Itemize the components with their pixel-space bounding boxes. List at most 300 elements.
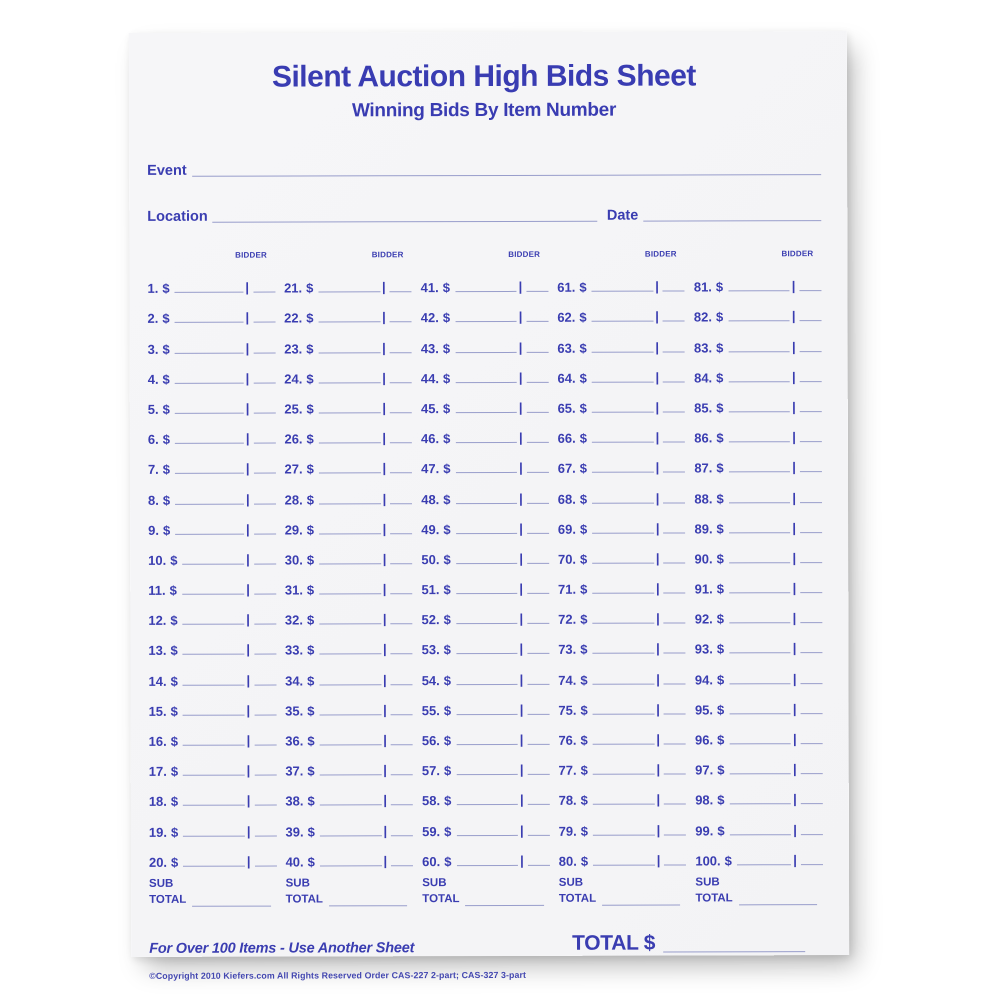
bid-row (557, 325, 685, 356)
bid-amount-blank-line (456, 501, 518, 503)
bid-row (558, 476, 686, 507)
item-number: 9. (148, 522, 159, 538)
separator-bar: | (519, 520, 523, 536)
currency-symbol: $ (580, 702, 588, 718)
separator-bar: | (518, 430, 523, 446)
currency-symbol: $ (171, 854, 179, 870)
bid-row (284, 295, 412, 326)
bid-amount-blank-line (456, 803, 518, 805)
currency-symbol: $ (444, 853, 452, 869)
bid-column (284, 248, 413, 908)
bidder-header-label: BIDDER (508, 249, 541, 259)
separator-bar: | (518, 279, 523, 295)
bid-row (694, 415, 822, 446)
bidder-number-blank-line (254, 744, 276, 746)
bid-amount-blank-line (729, 742, 791, 744)
separator-bar: | (246, 762, 251, 778)
bid-amount-blank-line (318, 321, 380, 323)
currency-symbol: $ (580, 853, 589, 869)
bidder-number-blank-line (663, 350, 685, 352)
bidder-number-blank-line (664, 622, 686, 624)
date-label: Date (606, 207, 639, 224)
bidder-header-label: BIDDER (371, 250, 404, 260)
grand-total-label: TOTAL $ (572, 931, 656, 955)
bid-amount-blank-line (183, 653, 245, 655)
bidder-number-blank-line (253, 411, 275, 413)
currency-symbol: $ (444, 793, 452, 809)
page-title: Silent Auction High Bids Sheet (271, 59, 696, 94)
bid-amount-blank-line (319, 472, 381, 474)
bidder-number-blank-line (800, 501, 822, 503)
bid-amount-blank-line (455, 350, 517, 352)
bid-row (149, 839, 277, 870)
separator-bar: | (383, 853, 388, 869)
currency-symbol: $ (307, 642, 315, 658)
item-number: 13. (148, 643, 167, 659)
item-number: 19. (148, 824, 167, 840)
bidder-number-blank-line (527, 532, 549, 534)
currency-symbol: $ (442, 340, 451, 356)
subtotal-label-line2: TOTAL (558, 893, 597, 906)
bid-row (149, 779, 277, 810)
currency-symbol: $ (716, 551, 724, 567)
item-number: 16. (148, 733, 167, 749)
grand-total-group (572, 931, 805, 956)
separator-bar: | (519, 792, 524, 808)
separator-bar: | (520, 822, 524, 838)
item-number: 14. (148, 673, 167, 689)
bidder-number-blank-line (527, 622, 549, 624)
separator-bar: | (656, 731, 661, 747)
bidder-number-blank-line (527, 682, 549, 684)
bid-amount-blank-line (729, 471, 791, 473)
bid-amount-blank-line (729, 531, 791, 533)
bidder-number-blank-line (254, 683, 276, 685)
bid-column (147, 249, 276, 909)
currency-symbol: $ (443, 733, 452, 749)
bid-amount-blank-line (183, 713, 245, 715)
currency-symbol: $ (306, 341, 314, 357)
bid-row (559, 778, 687, 809)
currency-symbol: $ (162, 462, 171, 478)
bid-amount-blank-line (175, 351, 244, 353)
bid-row (422, 808, 550, 839)
bidder-number-blank-line (801, 742, 823, 744)
item-number: 81. (693, 279, 712, 295)
separator-bar: | (245, 370, 250, 386)
bid-row (695, 687, 823, 718)
item-number: 43. (420, 340, 439, 356)
separator-bar: | (656, 640, 660, 657)
currency-symbol: $ (579, 430, 587, 446)
bidder-number-blank-line (391, 804, 413, 806)
subtotal-label-line1: SUB (695, 876, 720, 889)
currency-symbol: $ (306, 522, 315, 538)
separator-bar: | (793, 761, 797, 777)
bidder-number-blank-line (253, 321, 275, 323)
bid-row (695, 657, 823, 688)
bid-amount-blank-line (456, 743, 518, 745)
currency-symbol: $ (715, 279, 724, 295)
bid-amount-blank-line (728, 380, 790, 382)
footer-row (149, 931, 823, 957)
separator-bar: | (245, 310, 250, 326)
bidder-number-blank-line (663, 290, 685, 292)
bid-row (695, 777, 823, 808)
bidder-number-blank-line (800, 561, 822, 563)
item-number: 54. (421, 672, 440, 688)
location-date-field-row (147, 201, 821, 225)
bid-amount-blank-line (729, 501, 791, 503)
separator-bar: | (792, 550, 797, 566)
currency-symbol: $ (443, 612, 451, 628)
separator-bar: | (791, 278, 796, 294)
bid-amount-blank-line (455, 320, 517, 322)
bid-row (422, 657, 550, 688)
bid-amount-blank-line (182, 593, 244, 595)
item-number: 36. (285, 733, 304, 749)
currency-symbol: $ (716, 490, 724, 506)
subtotal-label-line1: SUB (558, 876, 584, 889)
bid-column (694, 247, 823, 907)
bidder-number-blank-line (800, 652, 822, 654)
separator-bar: | (656, 671, 660, 687)
bidder-number-blank-line (390, 502, 412, 504)
bid-amount-blank-line (455, 381, 517, 383)
bidder-number-blank-line (527, 411, 549, 413)
bid-amount-blank-line (729, 682, 791, 684)
subtotal-blank-line (602, 904, 680, 906)
bidder-number-blank-line (254, 774, 276, 776)
event-blank-line (192, 173, 822, 177)
bidder-number-blank-line (800, 440, 822, 442)
currency-symbol: $ (306, 491, 314, 507)
bidder-number-blank-line (801, 772, 823, 774)
bid-row (148, 447, 276, 478)
bid-row (558, 747, 686, 778)
bid-row (285, 718, 413, 749)
currency-symbol: $ (307, 763, 315, 779)
bid-amount-blank-line (175, 472, 244, 474)
item-number: 34. (285, 673, 304, 689)
bidder-number-blank-line (663, 471, 685, 473)
currency-symbol: $ (306, 310, 314, 326)
item-number: 65. (557, 400, 576, 416)
item-number: 91. (694, 581, 713, 597)
location-blank-line (213, 220, 597, 223)
bid-row (694, 506, 822, 537)
currency-symbol: $ (444, 823, 452, 839)
bidder-number-blank-line (528, 864, 550, 866)
item-number: 67. (557, 461, 576, 477)
item-number: 49. (421, 521, 440, 537)
currency-symbol: $ (306, 280, 314, 296)
bid-amount-blank-line (728, 320, 790, 322)
bidder-number-blank-line (390, 290, 412, 292)
bid-amount-blank-line (455, 411, 517, 413)
currency-symbol: $ (306, 461, 314, 477)
bid-amount-blank-line (319, 562, 381, 564)
bid-row (559, 808, 687, 839)
bid-row (148, 386, 276, 417)
item-number: 24. (284, 371, 303, 387)
bid-row (694, 294, 822, 325)
separator-bar: | (656, 822, 661, 838)
currency-symbol: $ (580, 642, 588, 658)
bidder-number-blank-line (663, 410, 685, 412)
subtotal-label-line2: TOTAL (285, 893, 323, 906)
bid-amount-blank-line (320, 834, 382, 836)
bid-amount-blank-line (737, 863, 791, 865)
item-number: 97. (695, 762, 714, 778)
item-number: 68. (557, 491, 576, 507)
item-number: 83. (693, 339, 713, 356)
currency-symbol: $ (442, 310, 451, 326)
bid-amount-blank-line (593, 712, 655, 714)
item-number: 35. (285, 703, 304, 719)
bid-row (285, 748, 413, 779)
bidder-number-blank-line (800, 591, 822, 593)
currency-symbol: $ (580, 672, 588, 688)
bid-amount-blank-line (175, 291, 244, 293)
bid-row (422, 627, 550, 658)
item-number: 27. (284, 461, 303, 477)
bid-amount-blank-line (730, 833, 792, 835)
separator-bar: | (245, 491, 250, 507)
bid-row (558, 506, 686, 537)
bid-amount-blank-line (183, 683, 245, 685)
currency-symbol: $ (717, 792, 725, 808)
separator-bar: | (519, 731, 524, 747)
bid-amount-blank-line (456, 592, 518, 594)
currency-symbol: $ (579, 491, 588, 507)
bid-row (694, 355, 822, 386)
separator-bar: | (792, 731, 797, 747)
bidder-number-blank-line (664, 682, 686, 684)
date-blank-line (643, 219, 821, 221)
currency-symbol: $ (443, 672, 452, 688)
bid-row (421, 476, 549, 507)
bid-amount-blank-line (456, 532, 518, 534)
item-number: 100. (695, 853, 721, 869)
separator-bar: | (792, 640, 797, 656)
currency-symbol: $ (162, 522, 171, 538)
bidder-number-blank-line (391, 653, 413, 655)
bid-amount-blank-line (320, 804, 382, 806)
currency-symbol: $ (307, 824, 315, 840)
bidder-number-blank-line (391, 743, 413, 745)
bid-row (285, 507, 413, 538)
separator-bar: | (655, 278, 659, 294)
item-number: 74. (558, 672, 577, 688)
separator-bar: | (383, 732, 387, 748)
separator-bar: | (792, 519, 797, 535)
bid-row (285, 688, 413, 719)
bid-amount-blank-line (183, 834, 245, 836)
bid-row (694, 536, 822, 567)
bid-amount-blank-line (593, 773, 655, 775)
item-number: 1. (147, 281, 159, 297)
separator-bar: | (656, 701, 660, 717)
item-number: 80. (558, 853, 577, 869)
item-number: 2. (147, 311, 159, 327)
separator-bar: | (792, 610, 797, 626)
bid-column (421, 248, 550, 908)
currency-symbol: $ (170, 643, 178, 659)
bidder-number-blank-line (254, 834, 276, 836)
bid-row (421, 567, 549, 598)
bidder-number-blank-line (390, 321, 412, 323)
item-number: 5. (147, 401, 159, 417)
bidder-number-blank-line (390, 411, 412, 413)
bid-row (285, 567, 413, 598)
bid-row (148, 326, 276, 357)
item-number: 44. (420, 370, 439, 386)
bid-amount-blank-line (456, 864, 518, 866)
bidder-header-label: BIDDER (235, 250, 267, 260)
currency-symbol: $ (580, 732, 588, 748)
bidder-number-blank-line (800, 531, 822, 533)
auction-bid-sheet (129, 31, 849, 981)
item-number: 31. (284, 582, 303, 598)
bid-amount-blank-line (175, 502, 244, 504)
bid-row (422, 838, 550, 869)
bid-row (694, 385, 822, 416)
item-number: 93. (694, 641, 713, 657)
bid-row (421, 295, 549, 326)
item-number: 86. (694, 430, 713, 446)
separator-bar: | (246, 521, 250, 537)
bid-row (421, 597, 549, 628)
bid-amount-blank-line (320, 773, 382, 775)
item-number: 62. (557, 310, 576, 326)
currency-symbol: $ (579, 310, 587, 326)
item-number: 59. (422, 823, 441, 839)
separator-bar: | (519, 490, 523, 506)
bid-row (422, 718, 550, 749)
item-number: 46. (421, 431, 440, 447)
item-number: 28. (284, 491, 303, 508)
bid-row (558, 446, 686, 477)
separator-bar: | (246, 853, 251, 869)
item-number: 22. (284, 310, 303, 326)
item-number: 75. (558, 702, 577, 718)
bidder-number-blank-line (664, 712, 686, 714)
bid-amount-blank-line (592, 531, 654, 533)
currency-symbol: $ (306, 582, 315, 598)
separator-bar: | (383, 792, 388, 808)
bid-row (421, 325, 549, 356)
separator-bar: | (246, 702, 251, 718)
currency-symbol: $ (579, 370, 587, 386)
currency-symbol: $ (579, 340, 587, 356)
currency-symbol: $ (580, 762, 588, 778)
subtotal-block (422, 875, 550, 909)
bid-row (695, 717, 823, 748)
bid-row (285, 537, 413, 568)
bid-amount-blank-line (592, 622, 654, 624)
bid-amount-blank-line (456, 713, 518, 715)
item-number: 88. (694, 490, 713, 506)
bid-row (421, 416, 549, 447)
separator-bar: | (382, 339, 386, 355)
bid-row (147, 266, 275, 297)
subtotal-label-line1: SUB (149, 877, 174, 890)
bidder-number-blank-line (663, 441, 685, 443)
bid-amount-blank-line (319, 623, 381, 625)
bid-row (285, 597, 413, 628)
bid-row (285, 658, 413, 689)
separator-bar: | (791, 338, 796, 354)
currency-symbol: $ (716, 400, 724, 416)
bidder-number-blank-line (526, 381, 548, 383)
bid-amount-blank-line (593, 863, 655, 865)
separator-bar: | (246, 672, 251, 688)
bid-row (558, 566, 686, 597)
separator-bar: | (245, 400, 250, 416)
subtotal-row (422, 891, 550, 908)
bidder-number-blank-line (801, 863, 823, 865)
bid-row (558, 627, 686, 658)
bid-row (558, 415, 686, 446)
bidder-number-blank-line (800, 410, 822, 412)
item-number: 52. (421, 612, 440, 628)
bid-row (695, 596, 823, 627)
item-number: 53. (421, 642, 440, 658)
bid-row (285, 778, 413, 809)
currency-symbol: $ (443, 702, 452, 718)
item-number: 15. (148, 703, 167, 719)
bid-amount-blank-line (456, 773, 518, 775)
bid-amount-blank-line (319, 441, 381, 443)
currency-symbol: $ (170, 733, 178, 749)
bidder-number-blank-line (390, 532, 412, 534)
currency-symbol: $ (170, 613, 178, 629)
bid-row (558, 597, 686, 628)
bidder-number-blank-line (664, 652, 686, 654)
bid-amount-blank-line (592, 411, 654, 413)
bidder-number-blank-line (391, 683, 413, 685)
item-number: 79. (558, 823, 577, 839)
bid-row (421, 506, 549, 537)
bid-amount-blank-line (320, 864, 382, 866)
bidder-number-blank-line (800, 682, 822, 684)
currency-symbol: $ (580, 793, 588, 809)
bid-column (557, 247, 686, 907)
item-number: 29. (284, 522, 303, 538)
bidder-number-blank-line (390, 441, 412, 443)
item-number: 95. (694, 702, 714, 718)
bid-row (557, 295, 685, 326)
bid-amount-blank-line (729, 591, 791, 593)
bid-amount-blank-line (729, 561, 791, 563)
bid-amount-blank-line (593, 803, 655, 805)
currency-symbol: $ (724, 853, 732, 869)
subtotal-row (286, 892, 414, 909)
item-number: 77. (558, 762, 577, 779)
bid-amount-blank-line (319, 351, 381, 353)
bidder-number-blank-line (800, 350, 822, 352)
separator-bar: | (245, 460, 250, 476)
separator-bar: | (519, 580, 524, 596)
bidder-number-blank-line (663, 501, 685, 503)
currency-symbol: $ (162, 311, 170, 327)
bid-row (421, 386, 549, 417)
separator-bar: | (792, 399, 796, 415)
subtotal-blank-line (466, 904, 544, 906)
item-number: 55. (421, 702, 440, 718)
separator-bar: | (520, 852, 524, 868)
